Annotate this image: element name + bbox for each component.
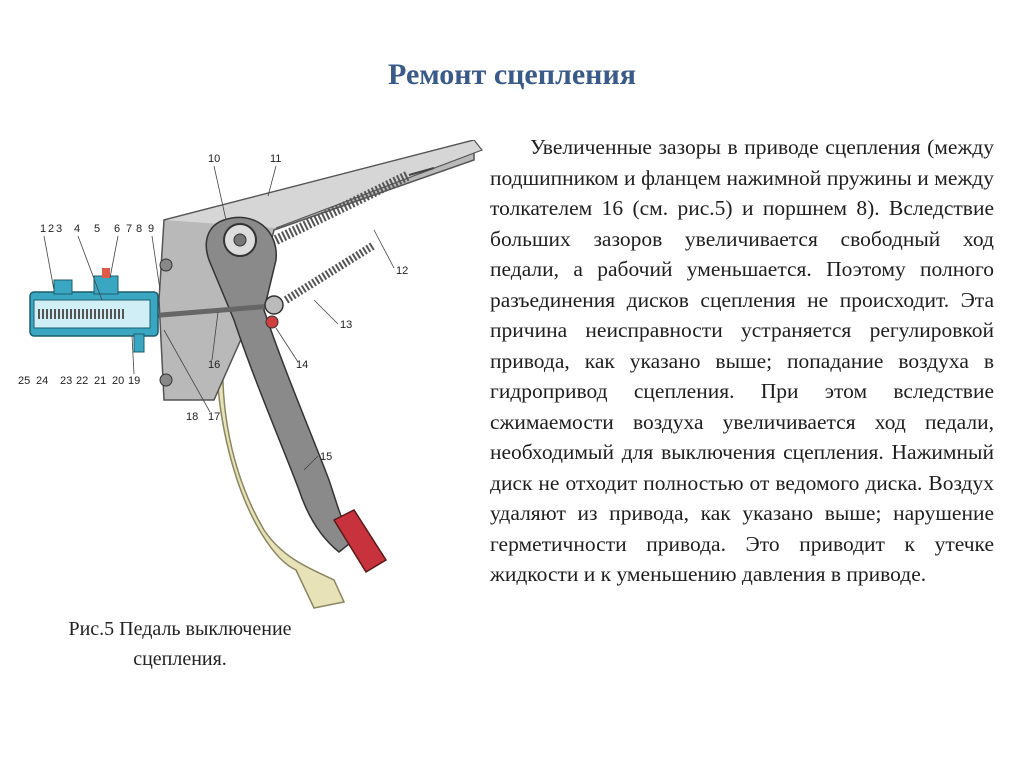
callout-10: 10: [208, 153, 221, 165]
bracket-bolt-2: [160, 374, 172, 386]
callout-6: 6: [114, 223, 121, 235]
bracket-bolt-1: [160, 259, 172, 271]
figure-caption: Рис.5 Педаль выключение сцепления.: [68, 618, 292, 670]
callout-4: 4: [74, 223, 81, 235]
callout-15: 15: [320, 451, 333, 463]
callout-9: 9: [148, 223, 155, 235]
callout-3: 3: [56, 223, 63, 235]
rod-clevis: [265, 296, 283, 314]
callout-7: 7: [126, 223, 133, 235]
adjust-nut: [266, 316, 278, 328]
callout-23: 23: [60, 375, 73, 387]
callout-11: 11: [270, 153, 282, 165]
slide-title: Ремонт сцепления: [388, 58, 636, 91]
callout-25: 25: [18, 375, 31, 387]
callout-24: 24: [36, 375, 49, 387]
callout-14: 14: [296, 359, 309, 371]
return-spring-lower: [286, 245, 374, 300]
callout-1: 1: [40, 223, 47, 235]
callout-19: 19: [128, 375, 141, 387]
clutch-pedal-figure: [14, 140, 494, 620]
callout-5: 5: [94, 223, 101, 235]
clutch-pedal-illustration: [14, 140, 494, 620]
callout-22: 22: [76, 375, 89, 387]
pivot-bolt: [234, 234, 246, 246]
callout-18: 18: [186, 411, 199, 423]
master-cylinder: [30, 268, 158, 352]
callout-20: 20: [112, 375, 125, 387]
callout-21: 21: [94, 375, 107, 387]
callout-16: 16: [208, 359, 221, 371]
body-paragraph: Увеличенные зазоры в приводе сцепления (между подшипником и фланцем нажимной пружины и между толкателем 16 (см. рис.5) и поршнем 8). Вследствие больших зазоров увеличивается свободный ход педали, а рабочий уменьшается. Поэтому полного разъединения дисков сцепления не происходит. Эта причина неисправности устраняется регулировкой привода, как указано выше; попадание воздуха в гидропривод сцепления. При этом вследствие сжимаемости воздуха увеличивается ход педали, необходимый для выключения сцепления. Нажимный диск не отходит полностью от ведомого диска. Воздух удаляют из привода, как указано выше; нарушение герметичности привода. Это приводит к утечке жидкости и к уменьшению давления в приводе.: [490, 135, 994, 586]
callout-17: 17: [208, 411, 221, 423]
callout-12: 12: [396, 265, 409, 277]
callout-8: 8: [136, 223, 143, 235]
callout-2: 2: [48, 223, 55, 235]
pedal-bracket: [159, 140, 474, 400]
callout-13: 13: [340, 319, 353, 331]
